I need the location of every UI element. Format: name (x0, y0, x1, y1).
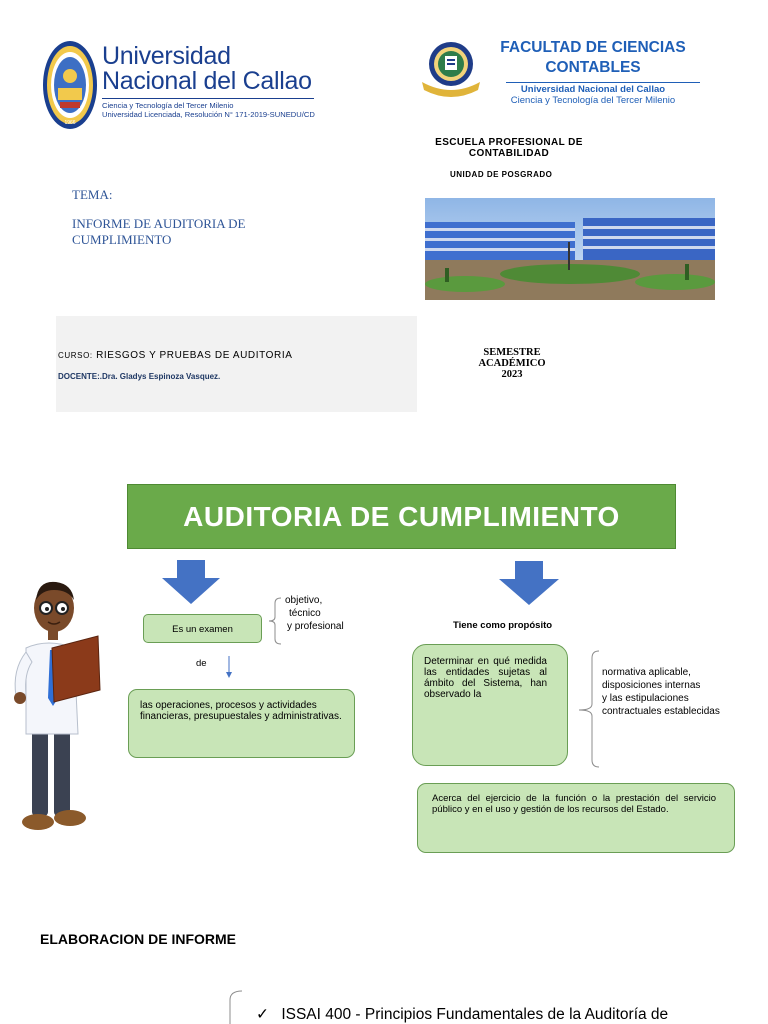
purpose-heading: Tiene como propósito (453, 620, 553, 631)
attr-3: y profesional (287, 621, 344, 632)
checkmark-icon: ✓ (256, 1006, 269, 1023)
arrow-down-right-icon (499, 561, 559, 605)
teacher-reading-figure (8, 578, 104, 836)
university-tagline: Ciencia y Tecnología del Tercer Milenio Universidad Licenciada, Resolución N° 171-2019-SUNEDU/CD (102, 101, 315, 119)
university-seal-icon (42, 40, 98, 130)
report-item-1-text: ISSAI 400 - Principios Fundamentales de la Auditoría de (281, 1006, 669, 1023)
faculty-university: Universidad Nacional del Callao (520, 84, 666, 95)
purpose-item-2: disposiciones internas (602, 680, 701, 691)
university-name: Universidad Nacional del Callao (102, 42, 312, 95)
purpose-item-3: y las estipulaciones (602, 693, 689, 704)
examen-text: Es un examen (172, 624, 233, 635)
topic-label: TEMA: (72, 187, 113, 202)
faculty-seal-icon (418, 38, 484, 100)
arrow-down-left-icon (162, 560, 220, 604)
small-arrow-down-icon (224, 656, 234, 678)
regarding-text: Acerca del ejercicio de la función o la prestación del servicio público y en el uso y gestión de los recursos del Estado. (432, 793, 716, 815)
attr-2: técnico (289, 608, 321, 619)
course-line (58, 350, 293, 361)
attr-1: objetivo, (285, 595, 323, 606)
faculty-name: FACULTAD DE CIENCIAS CONTABLES (500, 39, 686, 76)
purpose-text: Determinar en qué medida las entidades sujetas al ámbito del Sistema, han observado la (424, 656, 547, 700)
scope-text: las operaciones, procesos y actividades financieras, presupuestales y administrativas. (140, 700, 342, 722)
semester-block: SEMESTRE ACADÉMICO 2023 (478, 347, 546, 380)
purpose-item-1: normativa aplicable, (602, 667, 691, 678)
diagram-title: AUDITORIA DE CUMPLIMIENTO (127, 484, 676, 549)
report-brace (220, 990, 250, 1024)
faculty-tagline: Ciencia y Tecnología del Tercer Milenio (510, 95, 676, 106)
faculty-divider (506, 82, 700, 83)
teacher-line: DOCENTE:.Dra. Gladys Espinoza Vasquez. (58, 372, 221, 381)
right-brace (576, 650, 602, 768)
unit-name: UNIDAD DE POSGRADO (450, 170, 553, 179)
left-brace (268, 597, 282, 645)
course-panel (56, 316, 417, 412)
report-item-1 (256, 1005, 756, 1024)
campus-photo (425, 198, 715, 300)
svg-text:1966: 1966 (64, 120, 76, 126)
course-label: CURSO: (58, 351, 93, 360)
purpose-item-4: contractuales establecidas (602, 706, 720, 717)
connector-de: de (196, 658, 207, 669)
university-divider (102, 98, 314, 99)
topic-title: INFORME DE AUDITORIA DE CUMPLIMIENTO (72, 216, 246, 247)
school-name: ESCUELA PROFESIONAL DE CONTABILIDAD (435, 137, 583, 159)
report-heading: ELABORACION DE INFORME (40, 931, 236, 947)
course-name: RIESGOS Y PRUEBAS DE AUDITORIA (96, 350, 293, 361)
